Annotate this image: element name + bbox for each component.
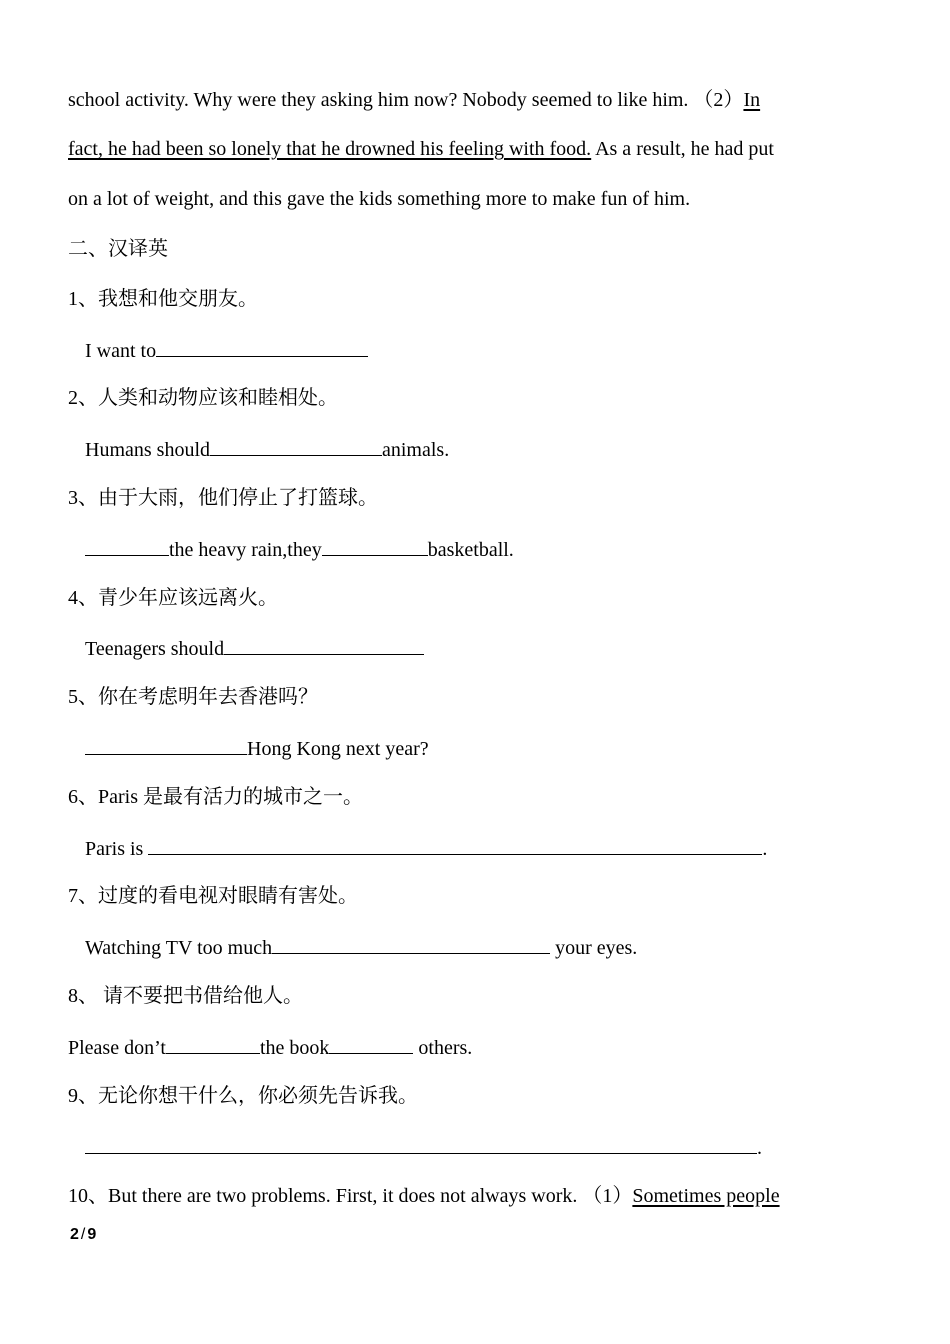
question-2-chinese: 2、人类和动物应该和睦相处。: [68, 387, 338, 409]
question-8-chinese: 8、 请不要把书借给他人。: [68, 985, 303, 1007]
underlined-sentence: fact, he had been so lonely that he drowned his feeling with food.: [68, 138, 592, 160]
answer-blank[interactable]: [322, 535, 428, 556]
question-10: 10、But there are two problems. First, it does not always work. （1）Sometimes people: [68, 1185, 780, 1207]
question-6-answer: Paris is .: [85, 834, 767, 862]
passage-line-3: on a lot of weight, and this gave the kids something more to make fun of him.: [68, 188, 691, 210]
question-7-chinese: 7、过度的看电视对眼睛有害处。: [68, 885, 358, 907]
question-5-answer: Hong Kong next year?: [85, 734, 429, 762]
question-4-answer: Teenagers should: [85, 634, 424, 662]
question-3-chinese: 3、由于大雨，他们停止了打篮球。: [68, 487, 378, 509]
question-5-chinese: 5、你在考虑明年去香港吗？: [68, 686, 318, 708]
answer-blank[interactable]: [224, 634, 424, 655]
answer-blank[interactable]: [85, 734, 247, 755]
answer-blank[interactable]: [210, 435, 382, 456]
answer-blank[interactable]: [166, 1033, 260, 1054]
passage-line-1: school activity. Why were they asking him now? Nobody seemed to like him. （2）In: [68, 89, 761, 111]
answer-blank[interactable]: [329, 1033, 413, 1054]
question-4-chinese: 4、青少年应该远离火。: [68, 587, 278, 609]
underlined-sentence: Sometimes people: [632, 1185, 780, 1207]
passage-line-2: fact, he had been so lonely that he drowned his feeling with food. As a result, he had put: [68, 138, 774, 160]
question-9-chinese: 9、无论你想干什么，你必须先告诉我。: [68, 1085, 418, 1107]
answer-blank[interactable]: [156, 336, 368, 357]
answer-blank[interactable]: [272, 933, 550, 954]
answer-blank[interactable]: [85, 1133, 757, 1154]
question-7-answer: Watching TV too much your eyes.: [85, 933, 637, 961]
answer-blank[interactable]: [148, 834, 762, 855]
underlined-sentence-start: In: [743, 89, 761, 111]
answer-blank[interactable]: [85, 535, 169, 556]
question-3-answer: the heavy rain,they basketball.: [85, 535, 514, 563]
question-1-chinese: 1、我想和他交朋友。: [68, 288, 258, 310]
section-title: 二、汉译英: [68, 238, 168, 260]
question-1-answer: I want to: [85, 336, 368, 364]
question-2-answer: Humans should animals.: [85, 435, 449, 463]
question-6-chinese: 6、Paris 是最有活力的城市之一。: [68, 786, 363, 808]
question-8-answer: Please don’t the book others.: [68, 1033, 472, 1061]
page-number: 2 / 9: [70, 1226, 97, 1243]
question-9-answer: .: [85, 1133, 762, 1161]
